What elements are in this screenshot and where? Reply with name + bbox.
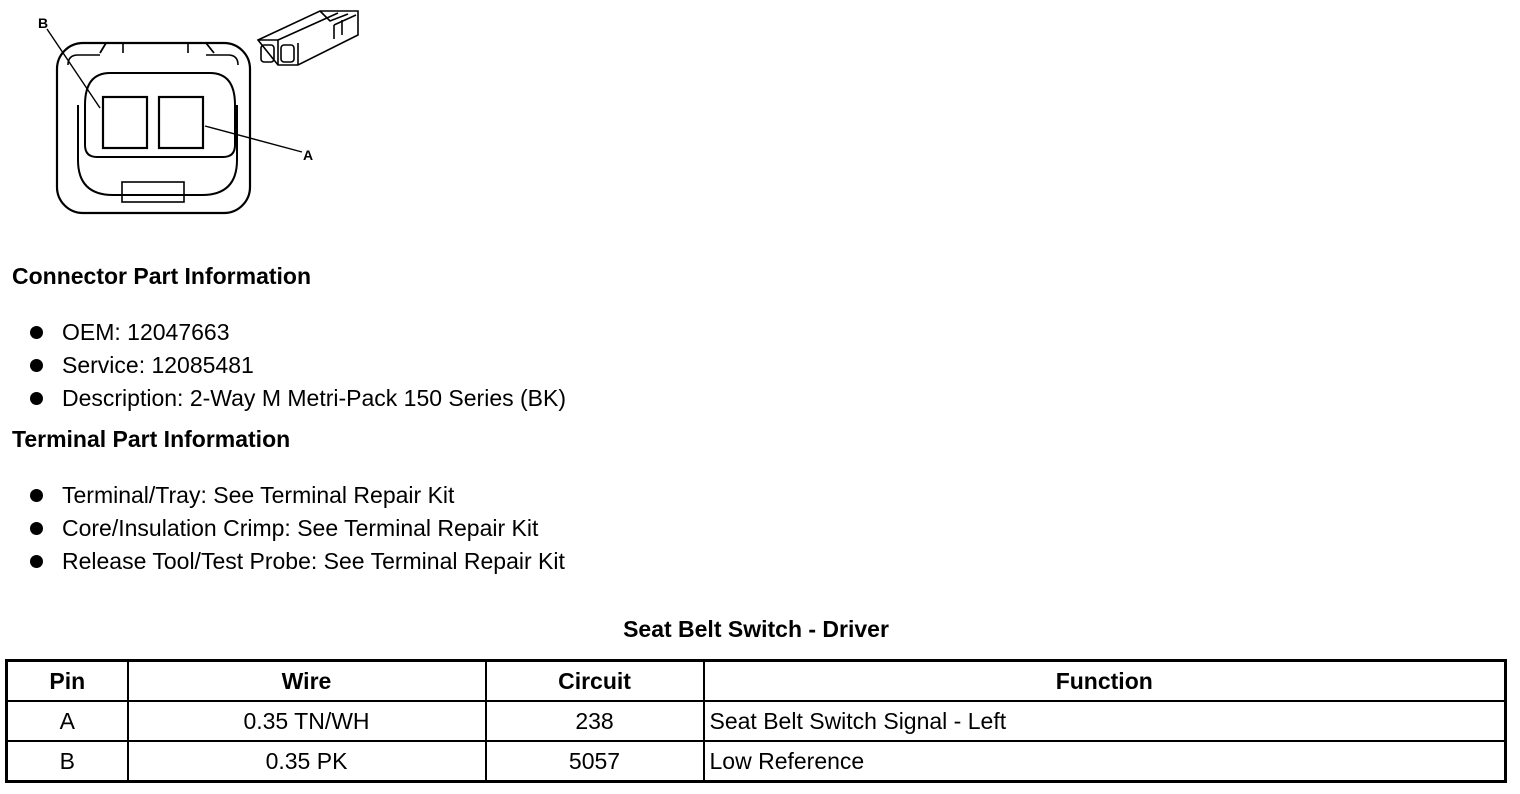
bullet-icon <box>30 555 43 568</box>
bullet-icon <box>30 392 43 405</box>
pin-table <box>5 659 1507 783</box>
list-item <box>0 349 566 382</box>
cell-function: Seat Belt Switch Signal - Left <box>704 701 1506 741</box>
list-item <box>0 382 566 415</box>
polarization-key <box>122 182 184 202</box>
column-header-circuit: Circuit <box>486 661 704 702</box>
connector-face-drawing <box>30 5 370 220</box>
list-item <box>0 512 565 545</box>
connector-info-heading: Connector Part Information <box>12 263 312 289</box>
terminal-info-list <box>0 479 565 578</box>
cell-circuit: 5057 <box>486 741 704 782</box>
column-header-function: Function <box>704 661 1506 702</box>
connector-description: Description: 2-Way M Metri-Pack 150 Series (BK) <box>62 385 567 411</box>
bullet-icon <box>30 489 43 502</box>
bullet-icon <box>30 522 43 535</box>
connector-oem: OEM: 12047663 <box>62 319 230 345</box>
leader-line-b <box>47 29 100 108</box>
cell-function: Low Reference <box>704 741 1506 782</box>
terminal-info-heading: Terminal Part Information <box>12 426 291 452</box>
connector-isometric-icon <box>258 11 358 65</box>
cell-wire: 0.35 PK <box>128 741 486 782</box>
cell-pin: B <box>7 741 128 782</box>
column-header-wire: Wire <box>128 661 486 702</box>
list-item <box>0 479 565 512</box>
cavity-b <box>103 97 147 148</box>
cell-wire: 0.35 TN/WH <box>128 701 486 741</box>
bullet-icon <box>30 326 43 339</box>
cell-circuit: 238 <box>486 701 704 741</box>
terminal-tray: Terminal/Tray: See Terminal Repair Kit <box>62 482 455 508</box>
list-item <box>0 545 565 578</box>
pin-label-b: B <box>38 15 49 31</box>
column-header-pin: Pin <box>7 661 128 702</box>
list-item <box>0 316 566 349</box>
connector-face-diagram <box>30 5 370 220</box>
leader-line-a <box>205 126 302 152</box>
connector-service: Service: 12085481 <box>62 352 254 378</box>
cavity-a <box>159 97 203 148</box>
lock-tab <box>100 43 214 53</box>
pin-table-title: Seat Belt Switch - Driver <box>623 616 889 642</box>
bullet-icon <box>30 359 43 372</box>
core-insulation-crimp: Core/Insulation Crimp: See Terminal Repair Kit <box>62 515 539 541</box>
pin-label-a: A <box>303 147 314 163</box>
connector-info-list <box>0 316 566 415</box>
cell-pin: A <box>7 701 128 741</box>
release-tool-test-probe: Release Tool/Test Probe: See Terminal Repair Kit <box>62 548 565 574</box>
table-header-row <box>7 661 1506 702</box>
table-row <box>7 741 1506 782</box>
table-row <box>7 701 1506 741</box>
